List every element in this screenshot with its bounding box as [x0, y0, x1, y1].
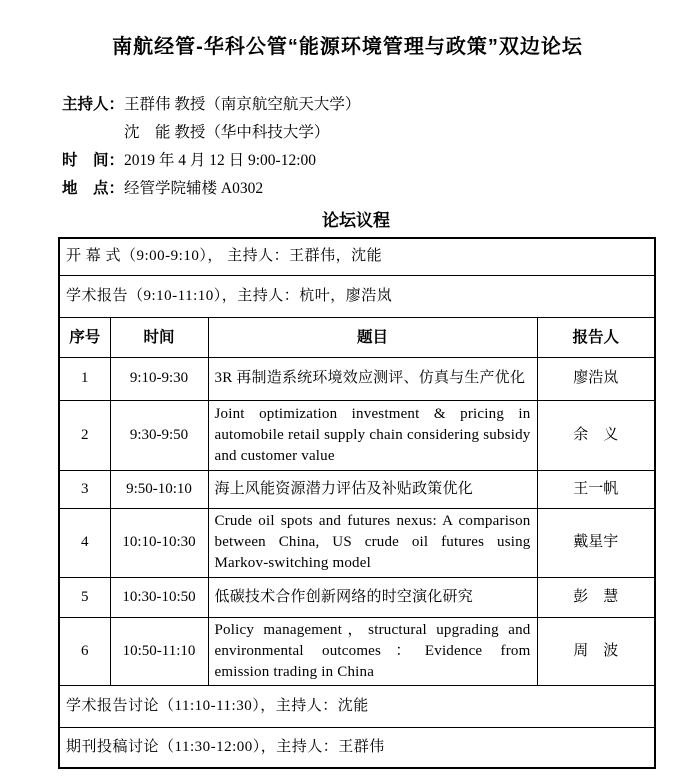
table-row	[59, 508, 655, 577]
page-title: 南航经管-华科公管“能源环境管理与政策”双边论坛	[112, 36, 583, 58]
row-time: 9:10-9:30	[110, 357, 208, 400]
row-time: 10:10-10:30	[110, 508, 208, 577]
row-presenter: 廖浩岚	[537, 357, 655, 400]
row-title: 3R 再制造系统环境效应测评、仿真与生产优化	[208, 357, 537, 400]
agenda-heading: 论坛议程	[322, 211, 390, 230]
opening-row	[59, 238, 655, 275]
row-number: 4	[59, 508, 110, 577]
row-number: 6	[59, 617, 110, 685]
row-title: Policy management，structural upgrading and environmental outcomes：Evidence from emission trading in China	[208, 617, 537, 685]
agenda-table	[58, 237, 656, 769]
session-row	[59, 275, 655, 317]
time-value: 2019 年 4 月 12 日 9:00-12:00	[124, 152, 317, 169]
discussion-text: 学术报告讨论（11:10-11:30），主持人：沈能	[59, 685, 655, 727]
row-title: Crude oil spots and futures nexus: A comparison between China, US crude oil futures using Markov-switching model	[208, 508, 537, 577]
row-number: 2	[59, 400, 110, 470]
location-value: 经管学院辅楼 A0302	[124, 180, 264, 197]
table-row	[59, 617, 655, 685]
table-header-row	[59, 317, 655, 357]
academic-session-text: 学术报告（9:10-11:10），主持人：杭叶，廖浩岚	[59, 275, 655, 317]
location-line	[62, 175, 695, 203]
location-label: 地 点：	[62, 180, 125, 197]
table-row	[59, 400, 655, 470]
time-line	[62, 147, 695, 175]
row-presenter: 戴星宇	[537, 508, 655, 577]
host-2-value: 沈 能 教授（华中科技大学）	[124, 124, 330, 141]
row-title: Joint optimization investment & pricing in automobile retail supply chain considering subsidy and customer value	[208, 400, 537, 470]
col-header-presenter: 报告人	[537, 317, 655, 357]
discussion-row	[59, 685, 655, 727]
journal-text: 期刊投稿讨论（11:30-12:00），主持人：王群伟	[59, 727, 655, 768]
host-1-value: 王群伟 教授（南京航空航天大学）	[124, 96, 361, 113]
col-header-no: 序号	[59, 317, 110, 357]
row-title: 海上风能资源潜力评估及补贴政策优化	[208, 470, 537, 508]
journal-row	[59, 727, 655, 768]
table-row	[59, 577, 655, 617]
row-presenter: 王一帆	[537, 470, 655, 508]
opening-ceremony-text: 开 幕 式（9:00-9:10）， 主持人：王群伟，沈能	[59, 238, 655, 275]
time-label: 时 间：	[62, 152, 125, 169]
row-number: 3	[59, 470, 110, 508]
table-row	[59, 470, 655, 508]
row-number: 1	[59, 357, 110, 400]
hosts-line-1	[62, 91, 695, 119]
hosts-label: 主持人：	[62, 96, 125, 113]
document-page	[0, 30, 695, 781]
row-title: 低碳技术合作创新网络的时空演化研究	[208, 577, 537, 617]
col-header-time: 时间	[110, 317, 208, 357]
hosts-line-2	[62, 119, 695, 147]
row-time: 10:30-10:50	[110, 577, 208, 617]
row-presenter: 彭 慧	[537, 577, 655, 617]
row-presenter: 余 义	[537, 400, 655, 470]
row-time: 9:30-9:50	[110, 400, 208, 470]
meta-block	[62, 91, 695, 203]
row-time: 9:50-10:10	[110, 470, 208, 508]
row-time: 10:50-11:10	[110, 617, 208, 685]
row-number: 5	[59, 577, 110, 617]
row-presenter: 周 波	[537, 617, 655, 685]
table-row	[59, 357, 655, 400]
col-header-title: 题目	[208, 317, 537, 357]
